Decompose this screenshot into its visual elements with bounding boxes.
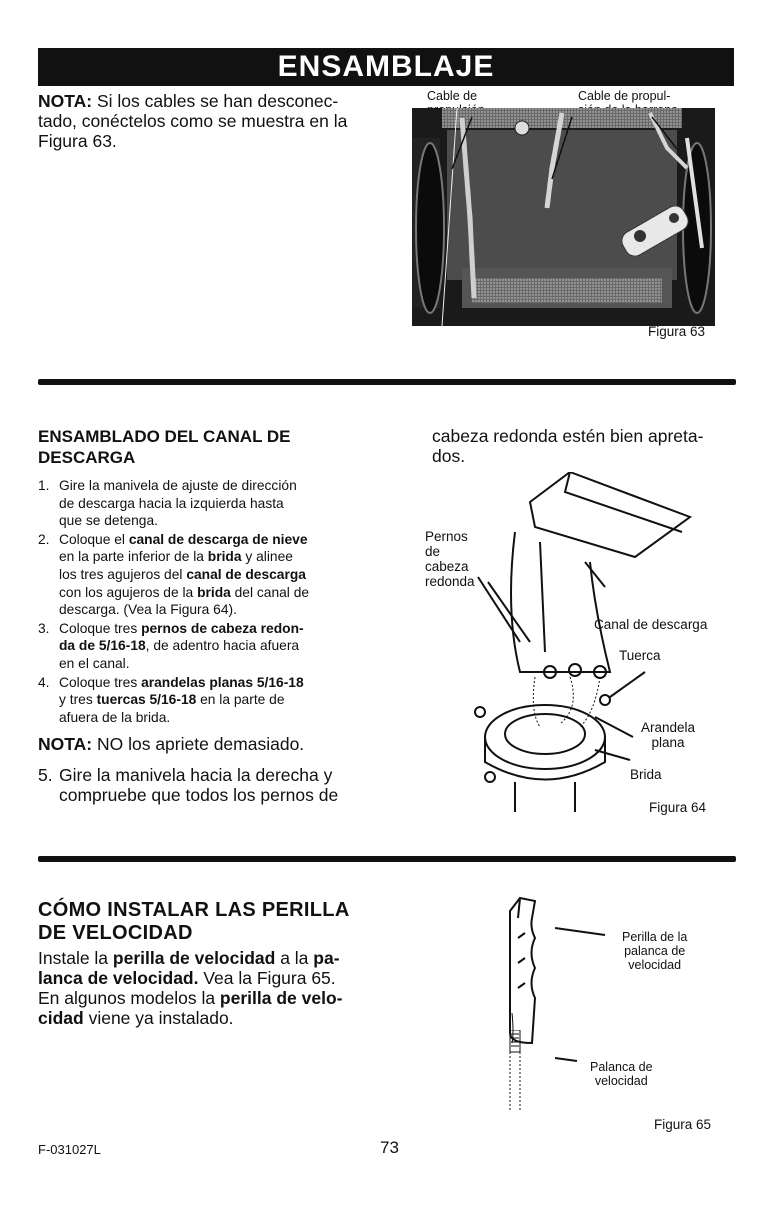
- label-line: palanca de: [624, 944, 686, 958]
- step-item: [38, 477, 378, 530]
- note-overtighten: [38, 734, 378, 754]
- label-line: Pernos: [425, 529, 468, 544]
- text: del canal de: [230, 584, 310, 600]
- bold-term: perilla de velocidad: [112, 948, 276, 968]
- label-line: Perilla de la: [622, 930, 688, 944]
- note-top: [38, 91, 378, 151]
- section-heading: [38, 899, 350, 945]
- label-line: redonda: [425, 574, 475, 589]
- heading-line: CÓMO INSTALAR LAS PERILLA: [38, 899, 350, 921]
- fig64-label-flat-washer: [641, 720, 695, 750]
- bold-term: arandelas planas 5/16-18: [141, 674, 304, 690]
- step-line: Gire la manivela de ajuste de dirección: [59, 478, 297, 493]
- bold-term: cidad: [38, 1008, 84, 1028]
- label-line: velocidad: [594, 1074, 648, 1088]
- step-line: en el canal.: [59, 655, 130, 671]
- step-line: que se detenga.: [59, 513, 158, 529]
- figure-64-chute-drawing: [420, 472, 720, 812]
- fig64-label-flange: Brida: [630, 767, 662, 782]
- label-line: de: [425, 544, 441, 559]
- section-2-paragraph: [38, 948, 388, 1028]
- note-text-line: tado, conéctelos como se muestra en la: [38, 111, 348, 131]
- text: y alinee: [241, 549, 293, 565]
- bold-term: brida: [207, 549, 242, 565]
- text: Coloque tres: [59, 674, 142, 690]
- text: Coloque el: [59, 531, 129, 547]
- fig63-leader-lines: [412, 89, 715, 199]
- section-heading: [38, 426, 291, 468]
- step-line: de descarga hacia la izquierda hasta: [59, 495, 284, 511]
- step-number: 5.: [38, 765, 53, 785]
- step-5-continued: [432, 426, 752, 466]
- text: con los agujeros de la: [59, 584, 198, 600]
- bold-term: perilla de velo-: [219, 988, 343, 1008]
- text: en la parte de: [196, 692, 285, 708]
- note-label: NOTA:: [38, 734, 93, 754]
- step-line: cabeza redonda estén bien apreta-: [432, 426, 704, 446]
- text: a la: [275, 948, 314, 968]
- text: Vea la Figura 65.: [198, 968, 336, 988]
- step-number: 3.: [38, 620, 50, 636]
- callout-line: Cable de: [427, 89, 478, 103]
- step-item: [38, 620, 378, 673]
- fig64-label-nut: Tuerca: [619, 648, 661, 663]
- bold-term: canal de descarga: [186, 566, 306, 582]
- label-line: plana: [651, 735, 685, 750]
- section-divider: [38, 379, 736, 385]
- section-divider: [38, 856, 736, 862]
- text: en la parte inferior de la: [59, 549, 208, 565]
- bold-term: da de 5/16-18: [59, 638, 146, 654]
- fig64-label-round-head-bolts: [425, 529, 475, 589]
- bold-term: brida: [197, 584, 231, 600]
- bold-term: lanca de velocidad.: [38, 968, 199, 988]
- label-line: cabeza: [425, 559, 469, 574]
- figure-64-caption: Figura 64: [649, 800, 707, 815]
- step-item: [38, 674, 378, 727]
- callout-line: Cable de propul-: [578, 89, 671, 103]
- text: En algunos modelos la: [38, 988, 220, 1008]
- note-text-line: Figura 63.: [38, 131, 117, 151]
- text: , de adentro hacia afuera: [145, 638, 300, 654]
- note-text: NO los apriete demasiado.: [96, 734, 305, 754]
- note-text-line: Si los cables se han desconec-: [96, 91, 339, 111]
- figure-65-caption: Figura 65: [654, 1117, 712, 1132]
- heading-line: DESCARGA: [38, 448, 136, 467]
- step-number: 4.: [38, 674, 50, 690]
- page-number: 73: [380, 1138, 399, 1157]
- step-line: dos.: [432, 446, 466, 466]
- label-line: Arandela: [641, 720, 696, 735]
- step-number: 2.: [38, 531, 50, 547]
- step-line: descarga. (Vea la Figura 64).: [59, 602, 237, 618]
- figure-63-caption: Figura 63: [648, 324, 706, 339]
- step-line: Gire la manivela hacia la derecha y: [59, 765, 333, 785]
- note-label: NOTA:: [38, 91, 93, 111]
- fig65-label-speed-knob: [622, 930, 687, 972]
- step-line: afuera de la brida.: [59, 709, 171, 725]
- steps-list: [38, 477, 378, 727]
- bold-term: tuercas 5/16-18: [96, 692, 197, 708]
- doc-code: F-031027L: [38, 1142, 101, 1157]
- section-banner: ENSAMBLAJE: [38, 48, 734, 86]
- step-number: 1.: [38, 478, 50, 493]
- text: Instale la: [38, 948, 113, 968]
- bold-term: canal de descarga de nieve: [128, 531, 308, 547]
- text: y tres: [59, 692, 97, 708]
- heading-line: ENSAMBLADO DEL CANAL DE: [38, 427, 291, 446]
- step-5: [38, 765, 398, 805]
- text: los tres agujeros del: [59, 566, 187, 582]
- bold-term: pa-: [313, 948, 340, 968]
- heading-line: DE VELOCIDAD: [38, 922, 193, 944]
- text: viene ya instalado.: [83, 1008, 234, 1028]
- step-line: compruebe que todos los pernos de: [59, 785, 339, 805]
- fig64-label-chute: Canal de descarga: [594, 617, 708, 632]
- fig65-label-speed-lever: [590, 1060, 653, 1088]
- label-line: Palanca de: [590, 1060, 653, 1074]
- bold-term: pernos de cabeza redon-: [141, 620, 304, 636]
- text: Coloque tres: [59, 620, 142, 636]
- label-line: velocidad: [628, 958, 682, 972]
- figure-65-lever-drawing: [500, 1030, 560, 1140]
- step-item: [38, 531, 378, 619]
